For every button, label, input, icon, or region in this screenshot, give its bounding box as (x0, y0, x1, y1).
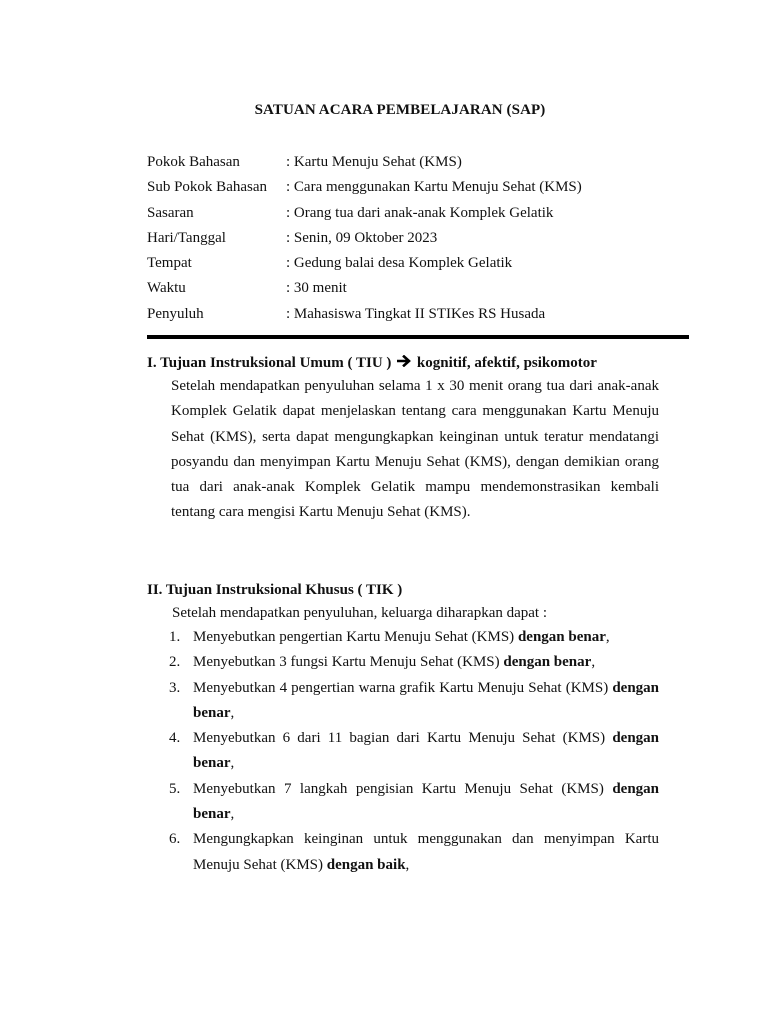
list-item (147, 650, 659, 675)
list-number: 2. (169, 654, 181, 671)
list-bold: dengan benar (193, 780, 659, 823)
list-tail: , (591, 654, 596, 671)
list-item (147, 676, 659, 727)
objective-list (147, 625, 659, 878)
right-arrow-icon (397, 352, 411, 374)
list-tail: , (230, 806, 235, 823)
info-row (147, 202, 582, 227)
info-row (147, 252, 582, 277)
section-heading: II. Tujuan Instruksional Khusus ( TIK ) (147, 582, 403, 598)
list-bold: dengan benar (503, 654, 592, 671)
info-label: Sasaran (147, 204, 194, 221)
info-label: Tempat (147, 255, 192, 272)
info-row (147, 303, 582, 328)
info-value: : Senin, 09 Oktober 2023 (286, 229, 438, 246)
list-text: Menyebutkan 4 pengertian warna grafik Kartu Menuju Sehat (KMS) (193, 679, 613, 696)
list-number: 5. (169, 780, 181, 797)
info-row (147, 277, 582, 302)
section-paragraph: Setelah mendapatkan penyuluhan selama 1 x 30 menit orang tua dari anak-anak Komplek Gelatik dapat menjelaskan tentang cara menggunakan Kartu Menuju Sehat (KMS), serta dapat mengungkapkan keinginan untuk teratur mendatangi posyandu dan menyimpan Kartu Menuju Sehat (KMS), dengan demikian orang tua dari anak-anak Komplek Gelatik mampu mendemonstrasikan kembali tentang cara mengisi Kartu Menuju Sehat (KMS). (171, 378, 659, 521)
list-tail: , (605, 629, 610, 645)
info-table (147, 151, 582, 328)
info-row (147, 176, 582, 201)
info-value: : Gedung balai desa Komplek Gelatik (286, 255, 513, 272)
horizontal-divider (147, 335, 689, 339)
list-text: Menyebutkan pengertian Kartu Menuju Sehat (KMS) (193, 629, 518, 645)
info-label: Waktu (147, 280, 186, 297)
section-intro: Setelah mendapatkan penyuluhan, keluarga diharapkan dapat : (172, 605, 547, 621)
info-value: : Cara menggunakan Kartu Menuju Sehat (KMS) (286, 179, 582, 196)
section-heading-suffix: kognitif, afektif, psikomotor (416, 355, 597, 371)
list-bold: dengan benar (193, 679, 659, 721)
list-text: Mengungkapkan keinginan untuk menggunakan dan menyimpan Kartu Menuju Sehat (KMS) (193, 831, 659, 873)
info-value: : Mahasiswa Tingkat II STIKes RS Husada (286, 305, 546, 322)
section-tik (147, 579, 659, 878)
list-text: Menyebutkan 3 fungsi Kartu Menuju Sehat (KMS) (193, 654, 504, 671)
info-label: Sub Pokok Bahasan (147, 179, 267, 196)
list-tail: , (230, 704, 235, 721)
section-number: I (147, 355, 153, 371)
list-item (147, 726, 659, 777)
list-tail: , (230, 755, 235, 772)
info-value: : Orang tua dari anak-anak Komplek Gelatik (286, 204, 554, 221)
info-label: Penyuluh (147, 305, 204, 322)
list-number: 3. (169, 679, 181, 696)
section-heading-text: . Tujuan Instruksional Umum ( TIU ) (152, 355, 392, 371)
list-number: 6. (169, 831, 181, 848)
info-label: Hari/Tanggal (147, 229, 226, 246)
section-heading (147, 352, 659, 374)
list-bold: dengan baik (326, 856, 406, 873)
info-value: : Kartu Menuju Sehat (KMS) (286, 154, 462, 170)
document-title: SATUAN ACARA PEMBELAJARAN (SAP) (254, 102, 546, 118)
list-text: Menyebutkan 6 dari 11 bagian dari Kartu Menuju Sehat (KMS) (193, 730, 613, 747)
section-tiu (147, 352, 659, 526)
list-bold: dengan benar (193, 730, 659, 772)
list-item (147, 625, 659, 650)
list-item (147, 777, 659, 828)
list-bold: dengan benar (517, 629, 606, 645)
list-number: 4. (169, 730, 181, 747)
list-text: Menyebutkan 7 langkah pengisian Kartu Menuju Sehat (KMS) (193, 780, 613, 797)
info-row (147, 227, 582, 252)
info-value: : 30 menit (286, 280, 347, 297)
list-tail: , (405, 856, 410, 873)
list-number: 1. (169, 629, 181, 645)
list-item (147, 827, 659, 878)
info-row (147, 151, 582, 176)
info-label: Pokok Bahasan (147, 154, 240, 170)
